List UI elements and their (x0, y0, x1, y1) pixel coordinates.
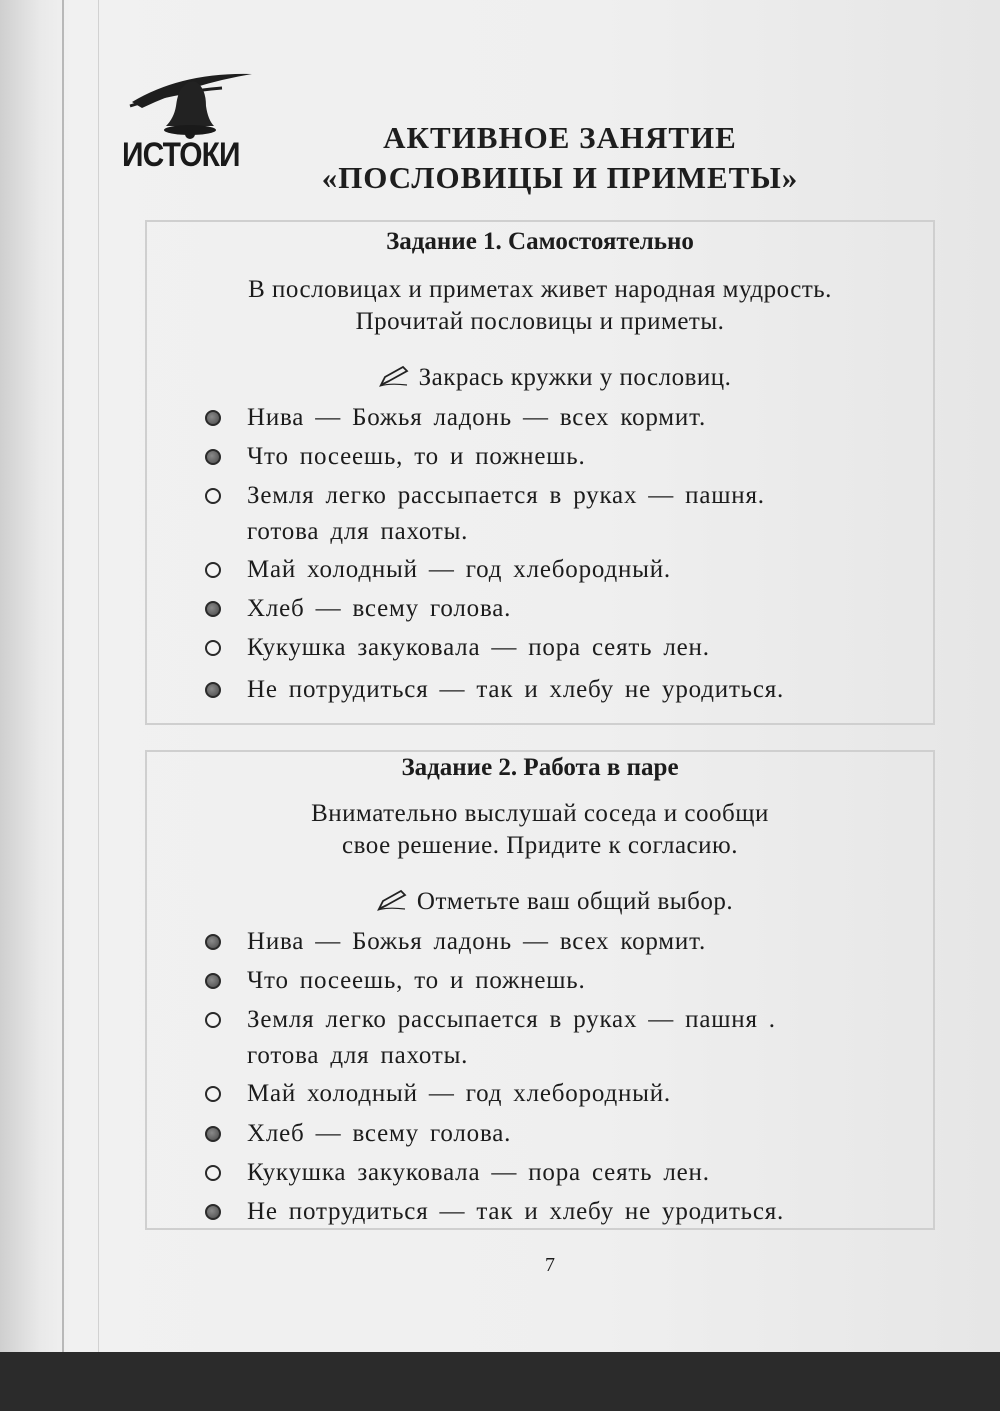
task1-item-1 (205, 400, 945, 436)
task2-item-1-circle[interactable] (205, 934, 221, 950)
task1-instruction-text: Закрась кружки у пословиц. (418, 364, 732, 391)
logo-text: ИСТОКИ (122, 136, 240, 174)
task2-item-3-text: Земля легко рассыпается в руках — пашня . (247, 1006, 776, 1033)
task1-item-1-text: Нива — Божья ладонь — всех кормит. (247, 404, 706, 431)
task1-item-2-text: Что посеешь, то и пожнешь. (247, 443, 586, 470)
task2-item-1-text: Нива — Божья ладонь — всех кормит. (247, 928, 706, 955)
task2-item-3-text-cont: готова для пахоты. (247, 1042, 469, 1069)
task1-item-4-circle[interactable] (205, 562, 221, 578)
task1-instruction (160, 364, 950, 392)
task1-item-2 (205, 439, 945, 475)
task2-item-2-text: Что посеешь, то и пожнешь. (247, 967, 586, 994)
task1-item-2-circle[interactable] (205, 449, 221, 465)
task2-item-5-circle[interactable] (205, 1126, 221, 1142)
page-title-line1: АКТИВНОЕ ЗАНЯТИЕ (383, 120, 737, 155)
task2-item-7-circle[interactable] (205, 1204, 221, 1220)
task1-item-5-text: Хлеб — всему голова. (247, 595, 512, 622)
task1-item-4 (205, 552, 945, 588)
task1-intro-line2: Прочитай пословицы и приметы. (355, 308, 725, 335)
task2-heading: Задание 2. Работа в паре (401, 754, 679, 781)
pencil-icon (379, 365, 409, 387)
task1-item-1-circle[interactable] (205, 410, 221, 426)
task2-item-3 (205, 1002, 945, 1074)
task2-item-3-circle[interactable] (205, 1012, 221, 1028)
page-number: 7 (545, 1254, 555, 1276)
task2-item-5 (205, 1116, 945, 1152)
task1-item-6-text: Кукушка закуковала — пора сеять лен. (247, 634, 710, 661)
task2-intro-line1: Внимательно выслушай соседа и сообщи (311, 800, 769, 827)
page-fold (98, 0, 99, 1352)
task2-item-2 (205, 963, 945, 999)
task1-item-3-circle[interactable] (205, 488, 221, 504)
task1-item-3-text-cont: готова для пахоты. (247, 518, 469, 545)
bell-icon (122, 62, 262, 142)
task2-item-6-circle[interactable] (205, 1165, 221, 1181)
task1-item-7-text: Не потрудиться — так и хлебу не уродиться. (247, 676, 785, 703)
istoki-logo (122, 62, 262, 192)
task1-item-6 (205, 630, 945, 666)
task1-item-4-text: Май холодный — год хлебородный. (247, 556, 671, 583)
task1-item-7-circle[interactable] (205, 682, 221, 698)
page-title-line2: «ПОСЛОВИЦЫ И ПРИМЕТЫ» (321, 160, 799, 195)
task2-item-6 (205, 1155, 945, 1191)
task1-item-6-circle[interactable] (205, 640, 221, 656)
task2-intro-line2: свое решение. Придите к согласию. (342, 832, 738, 859)
pencil-icon (377, 889, 407, 911)
task1-item-7 (205, 672, 945, 708)
task2-instruction-text: Отметьте ваш общий выбор. (416, 888, 734, 915)
task2-item-4-text: Май холодный — год хлебородный. (247, 1080, 671, 1107)
task1-item-5 (205, 591, 945, 627)
task2-item-6-text: Кукушка закуковала — пора сеять лен. (247, 1159, 710, 1186)
task2-item-7-text: Не потрудиться — так и хлебу не уродиться. (247, 1198, 785, 1225)
task1-intro-line1: В пословицах и приметах живет народная мудрость. (248, 276, 832, 303)
task2-item-1 (205, 924, 945, 960)
task1-item-5-circle[interactable] (205, 601, 221, 617)
task2-item-4-circle[interactable] (205, 1086, 221, 1102)
page-spine (62, 0, 64, 1352)
task2-item-7 (205, 1194, 945, 1230)
task2-instruction (160, 888, 950, 916)
task1-item-3-text: Земля легко рассыпается в руках — пашня. (247, 482, 765, 509)
task2-item-5-text: Хлеб — всему голова. (247, 1120, 512, 1147)
task2-item-4 (205, 1076, 945, 1112)
task2-item-2-circle[interactable] (205, 973, 221, 989)
task1-item-3 (205, 478, 945, 550)
task1-heading: Задание 1. Самостоятельно (386, 228, 694, 255)
